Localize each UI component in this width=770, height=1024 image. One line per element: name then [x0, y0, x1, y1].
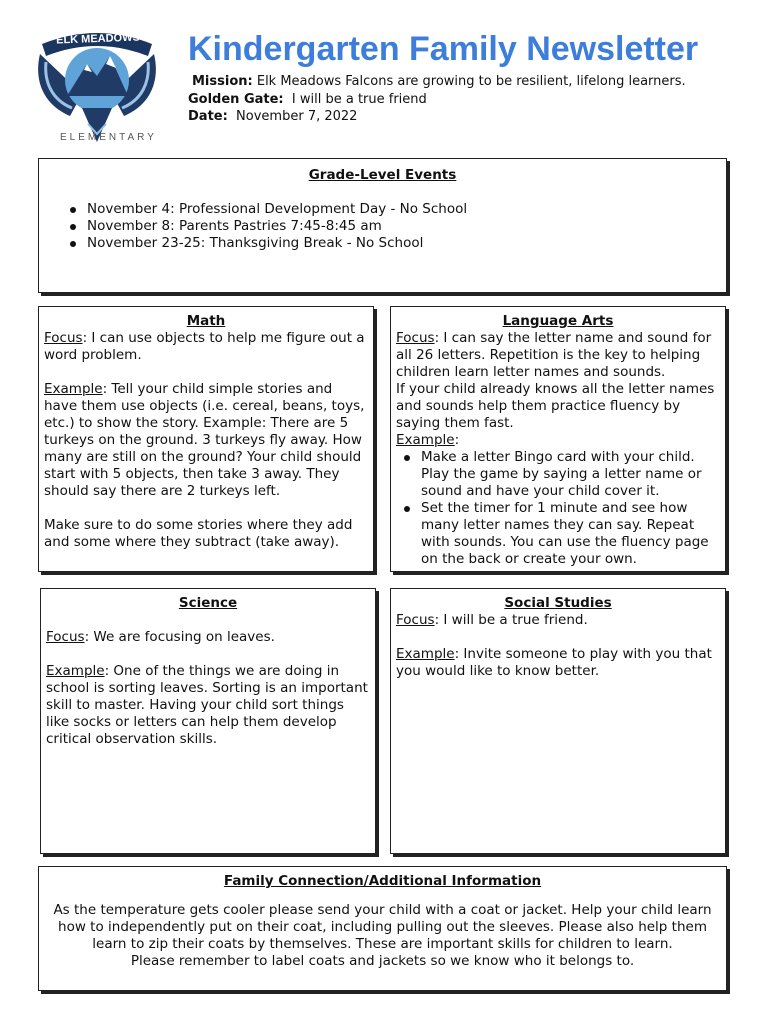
golden-gate-text: I will be a true friend [283, 92, 427, 107]
list-item: November 8: Parents Pastries 7:45-8:45 am [53, 218, 712, 235]
golden-gate-label: Golden Gate: [188, 92, 284, 107]
science-heading: Science [178, 595, 238, 611]
science-box [40, 588, 376, 854]
events-list [53, 201, 712, 252]
example-label: Example [396, 646, 455, 662]
focus-text: : I will be a true friend. [434, 612, 588, 628]
math-heading: Math [186, 313, 226, 329]
focus-text: : We are focusing on leaves. [84, 629, 275, 645]
example-text: : Tell your child simple stories and have them use objects (i.e. cereal, beans, toys, etc.) to show the story. Example: There are 5 turkeys on the ground. 3 turkeys fly away. How many are still on the ground? Your child should start with 5 objects, then take 3 away. They should say there are 2 turkeys left. [44, 381, 365, 499]
list-item: November 23-25: Thanksgiving Break - No School [53, 235, 712, 252]
grade-level-events-box [38, 158, 727, 293]
family-connection-box [38, 866, 727, 991]
list-item: November 4: Professional Development Day - No School [53, 201, 712, 218]
social-studies-focus [396, 612, 720, 629]
language-arts-focus [396, 330, 720, 381]
family-reminder: Please remember to label coats and jackets so we know who it belongs to. [130, 953, 635, 969]
mission-text: Elk Meadows Falcons are growing to be resilient, lifelong learners. [252, 74, 686, 89]
date-line [188, 109, 357, 124]
example-text: : One of the things we are doing in school is sorting leaves. Sorting is an important skill to master. Having your child sort things like socks or letters can help them develop critical observation skills. [46, 663, 368, 747]
mission-line [192, 74, 686, 89]
mission-label: Mission: [192, 74, 253, 89]
focus-label: Focus [396, 612, 435, 628]
focus-text: : I can use objects to help me figure out a word problem. [44, 330, 365, 363]
focus-label: Focus [44, 330, 83, 346]
family-heading: Family Connection/Additional Information [223, 873, 542, 889]
example-label: Example [46, 663, 105, 679]
golden-gate-line [188, 92, 427, 107]
events-heading: Grade-Level Events [308, 167, 457, 183]
math-focus [44, 330, 368, 364]
date-text: November 7, 2022 [227, 109, 358, 124]
date-label: Date: [188, 109, 228, 124]
list-item: Make a letter Bingo card with your child. Play the game by saying a letter name or sound and have your child cover it. [396, 449, 720, 500]
social-studies-example [396, 646, 720, 680]
example-label: Example [44, 381, 103, 397]
language-arts-example [396, 432, 720, 449]
math-box [38, 306, 374, 572]
social-studies-heading: Social Studies [504, 595, 612, 611]
math-closing: Make sure to do some stories where they add and some where they subtract (take away). [44, 517, 353, 550]
science-example [46, 663, 370, 748]
language-arts-heading: Language Arts [502, 313, 614, 329]
school-logo [32, 24, 162, 146]
focus-label: Focus [396, 330, 435, 346]
list-item: Set the timer for 1 minute and see how many letter names they can say. Repeat with sounds. You can use the fluency page on the back or create your own. [396, 500, 720, 568]
science-focus [46, 629, 370, 646]
focus-label: Focus [46, 629, 85, 645]
newsletter-title: Kindergarten Family Newsletter [188, 30, 699, 68]
example-label: Example [396, 432, 455, 448]
language-arts-fluency: If your child already knows all the letter names and sounds help them practice fluency by saying them fast. [396, 381, 715, 431]
example-suffix: : [454, 432, 460, 448]
social-studies-box [390, 588, 726, 854]
language-arts-box [390, 306, 726, 572]
logo-banner-text: ELK MEADOWS [55, 31, 141, 47]
example-text: : Invite someone to play with you that you would like to know better. [396, 646, 712, 679]
family-text: As the temperature gets cooler please send your child with a coat or jacket. Help your child learn how to independently put on their coat, including pulling out the sleeves. Please also help them learn to zip their coats by themselves. These are important skills for children to learn. [53, 902, 712, 952]
focus-text: : I can say the letter name and sound for all 26 letters. Repetition is the key to helping children learn letter names and sounds. [396, 330, 712, 380]
math-example [44, 381, 368, 500]
language-arts-activities [396, 449, 720, 568]
logo-school-word: ELEMENTARY [60, 132, 157, 143]
